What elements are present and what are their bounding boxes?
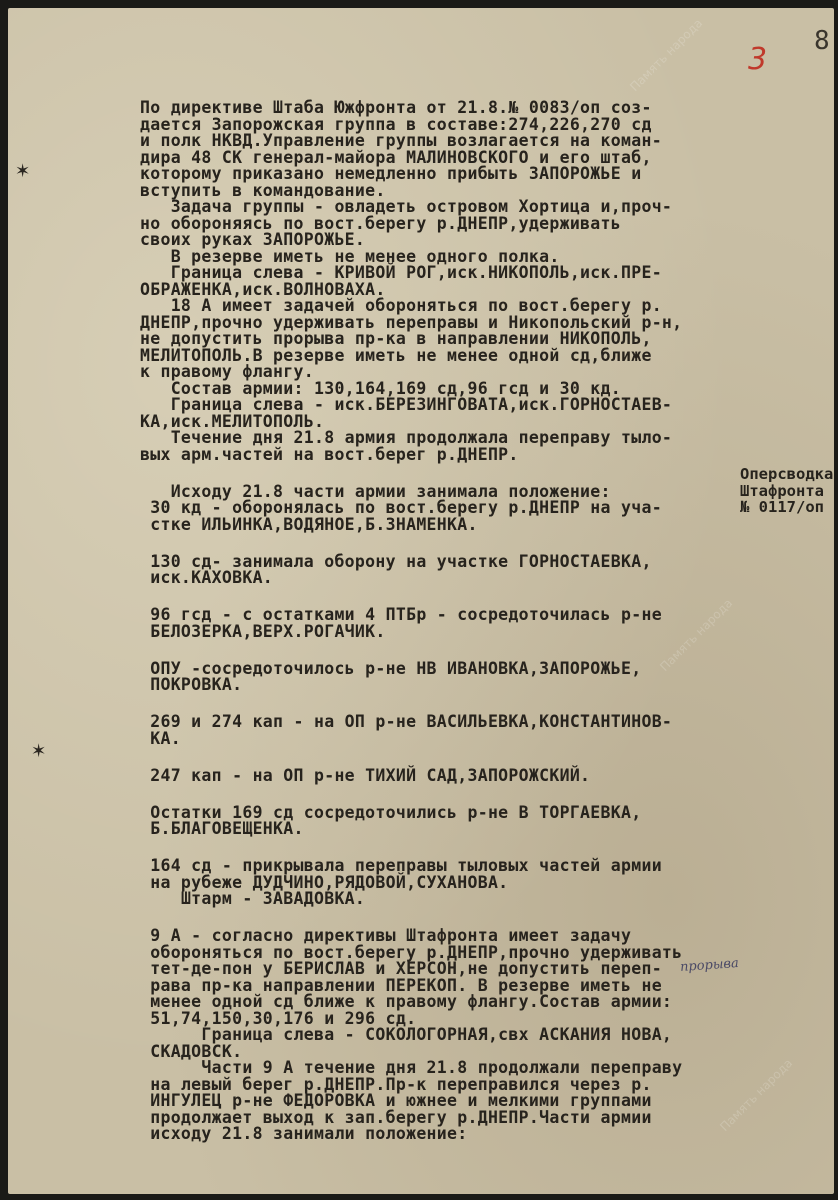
paragraph: ОПУ -сосредоточилось р-не НВ ИВАНОВКА,ЗАПОРОЖЬЕ, ПОКРОВКА. [150, 658, 642, 694]
paragraph: Граница слева - иск.БЕРЕЗИНГОВАТА,иск.ГОРНОСТАЕВ- КА,иск.МЕЛИТОПОЛЬ. [140, 395, 673, 431]
paragraph: 247 кап - на ОП р-не ТИХИЙ САД,ЗАПОРОЖСКИЙ. [150, 765, 591, 785]
paragraph: Задача группы - овладеть островом Хортица и,проч- но обороняясь по вост.берегу р.ДНЕПР,удерживать своих руках ЗАПОРОЖЬЕ. [140, 197, 673, 249]
binding-hole-mark: ✶ [32, 738, 46, 763]
paragraph: Граница слева - СОКОЛОГОРНАЯ,свх АСКАНИЯ НОВА, СКАДОВСК. [150, 1025, 673, 1061]
paragraph: 18 А имеет задачей обороняться по вост.берегу р. ДНЕПР,прочно удерживать переправы и Никопольский р-н, не допустить прорыва пр-ка в направлении НИКОПОЛЬ, МЕЛИТОПОЛЬ.В резерве иметь не менее одной сд,ближе к правому флангу. [140, 296, 683, 381]
paragraph: Части 9 А течение дня 21.8 продолжали переправу на левый берег р.ДНЕПР.Пр-к переправился через р. ИНГУЛЕЦ р-не ФЕДОРОВКА и южнее и мелкими группами продолжает выход к зап.берегу р.ДНЕПР.Части армии исходу 21.8 занимали положение: [150, 1058, 683, 1143]
paragraph: 269 и 274 кап - на ОП р-не ВАСИЛЬЕВКА,КОНСТАНТИНОВ- КА. [150, 712, 673, 748]
paragraph: По директиве Штаба Южфронта от 21.8.№ 0083/оп соз- дается Запорожская группа в составе:274,226,270 сд и полк НКВД.Управление группы возлагается на коман- дира 48 СК генерал-майора МАЛИНОВСКОГО и его штаб, которому приказано немедленно прибыть ЗАПОРОЖЬЕ и вступить в командование. [140, 98, 662, 200]
handwritten-correction: прорыва [679, 955, 740, 976]
paragraph: 164 сд - прикрывала переправы тыловых частей армии на рубеже ДУДЧИНО,РЯДОВОЙ,СУХАНОВА. Штарм - ЗАВАДОВКА. [150, 856, 662, 908]
paragraph: Исходу 21.8 части армии занимала положение: 30 кд - оборонялась по вост.берегу р.ДНЕПР на уча- стке ИЛЬИНКА,ВОДЯНОЕ,Б.ЗНАМЕНКА. [150, 481, 662, 534]
paragraph: Течение дня 21.8 армия продолжала переправу тыло- вых арм.частей на вост.берег р.ДНЕПР. [140, 428, 673, 464]
typed-text-body [140, 100, 725, 1143]
margin-reference-note: Оперсводка Штафронта № 0117/оп [740, 465, 834, 516]
paragraph: 96 гсд - с остатками 4 ПТБр - сосредоточилась р-не БЕЛОЗЕРКА,ВЕРХ.РОГАЧИК. [150, 605, 662, 641]
paragraph: 9 А - согласно директивы Штафронта имеет задачу обороняться по вост.берегу р.ДНЕПР,прочно удерживать тет-де-пон у БЕРИСЛАВ и ХЕРСОН,не допустить переп- рава пр-ка направлении ПЕРЕКОП. В резерве иметь не менее одной сд ближе к правому флангу.Состав армии: 51,74,150,30,176 и 296 сд. [150, 926, 683, 1028]
document-page [8, 8, 834, 1194]
page-number: 8 [814, 26, 830, 56]
watermark: Память народа [717, 1055, 796, 1135]
watermark: Память народа [627, 15, 706, 95]
archive-page-number: 3 [748, 42, 768, 77]
paragraph: В резерве иметь не менее одного полка. [140, 246, 560, 266]
paragraph: Состав армии: 130,164,169 сд,96 гсд и 30 кд. [140, 378, 621, 398]
paragraph: 130 сд- занимала оборону на участке ГОРНОСТАЕВКА, иск.КАХОВКА. [150, 551, 652, 587]
paragraph: Граница слева - КРИВОЙ РОГ,иск.НИКОПОЛЬ,иск.ПРЕ- ОБРАЖЕНКА,иск.ВОЛНОВАХА. [140, 263, 662, 299]
paragraph: Остатки 169 сд сосредоточились р-не В ТОРГАЕВКА, Б.БЛАГОВЕЩЕНКА. [150, 802, 642, 838]
watermark: Память народа [657, 595, 736, 675]
binding-hole-mark: ✶ [16, 158, 30, 183]
